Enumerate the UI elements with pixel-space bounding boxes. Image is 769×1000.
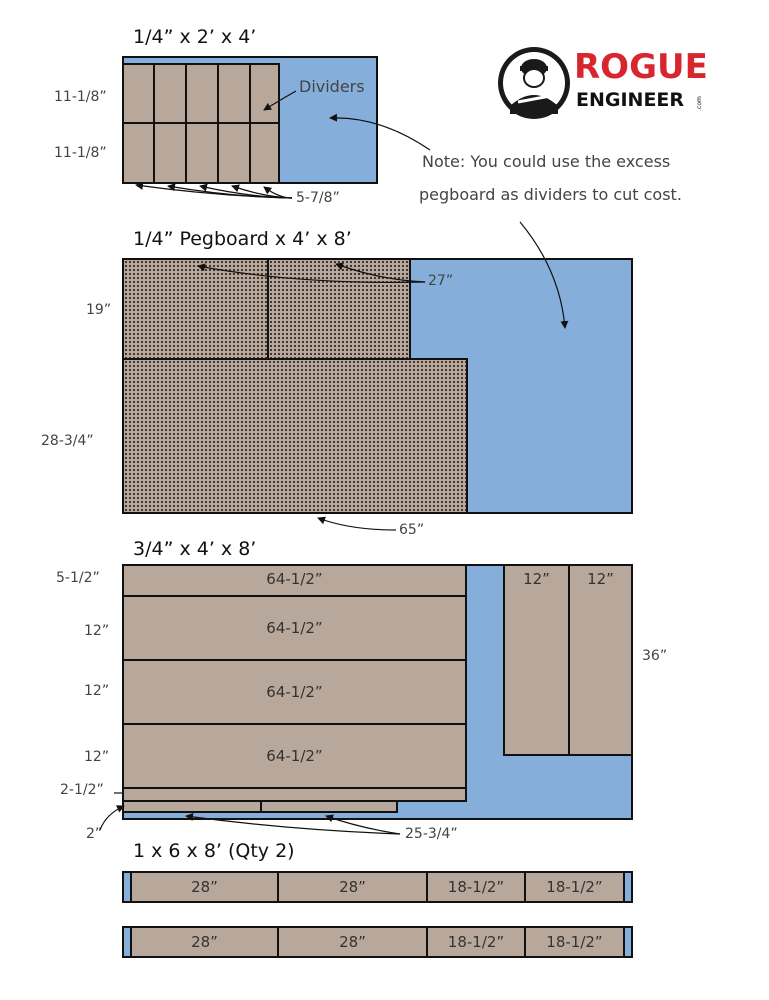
section3-dim-two: 2” bbox=[86, 826, 103, 842]
section3-dim-thin: 2-1/2” bbox=[60, 782, 104, 798]
section1-title: 1/4” x 2’ x 4’ bbox=[133, 26, 257, 48]
logo-line1: ROGUE bbox=[574, 47, 708, 87]
section3-dim-row2: 12” bbox=[84, 623, 110, 639]
board-cut-label: 28” bbox=[191, 933, 218, 951]
note-to-pegboard-arrow bbox=[520, 222, 565, 328]
logo-line2: ENGINEER bbox=[576, 89, 685, 111]
section1-dim-left-top: 11-1/8” bbox=[54, 89, 107, 105]
section3-dim-row4: 12” bbox=[84, 749, 110, 765]
board-cut-label: 28” bbox=[339, 933, 366, 951]
board-cut-label: 18-1/2” bbox=[447, 878, 505, 896]
vertical-piece-2-label: 12” bbox=[587, 570, 614, 588]
section1-dim-bottom: 5-7/8” bbox=[296, 190, 340, 206]
dividers-label: Dividers bbox=[299, 77, 365, 96]
shelf-piece-3-label: 64-1/2” bbox=[266, 683, 323, 701]
section3-dim-short: 25-3/4” bbox=[405, 826, 458, 842]
section3-dim-row1: 5-1/2” bbox=[56, 570, 100, 586]
note-line1: Note: You could use the excess bbox=[422, 152, 671, 171]
section3-dim-right: 36” bbox=[642, 648, 668, 664]
note-line2: pegboard as dividers to cut cost. bbox=[419, 185, 682, 204]
section1-dim-left-bottom: 11-1/8” bbox=[54, 145, 107, 161]
logo-suffix: .com bbox=[695, 96, 703, 111]
board-cut-label: 28” bbox=[191, 878, 218, 896]
note-to-excess-arrow bbox=[330, 118, 430, 150]
board-cut-label: 18-1/2” bbox=[546, 878, 603, 896]
vertical-piece-1-label: 12” bbox=[523, 570, 550, 588]
shelf-piece-2-label: 64-1/2” bbox=[266, 619, 323, 637]
section4-title: 1 x 6 x 8’ (Qty 2) bbox=[133, 840, 295, 862]
section2-dim-top-right: 27” bbox=[428, 273, 454, 289]
section2-title: 1/4” Pegboard x 4’ x 8’ bbox=[133, 228, 352, 250]
section2-dim-left-bottom: 28-3/4” bbox=[41, 433, 94, 449]
section2-dim-left-top: 19” bbox=[86, 302, 112, 318]
dividers-arrow bbox=[264, 91, 296, 110]
section3-dim-row3: 12” bbox=[84, 683, 110, 699]
section2-dim-bottom: 65” bbox=[399, 522, 425, 538]
shelf-piece-1-label: 64-1/2” bbox=[266, 570, 323, 588]
shelf-piece-4-label: 64-1/2” bbox=[266, 747, 323, 765]
board-cut-label: 18-1/2” bbox=[546, 933, 603, 951]
board-cut-label: 28” bbox=[339, 878, 366, 896]
section3-title: 3/4” x 4’ x 8’ bbox=[133, 538, 257, 560]
board-cut-label: 18-1/2” bbox=[447, 933, 505, 951]
